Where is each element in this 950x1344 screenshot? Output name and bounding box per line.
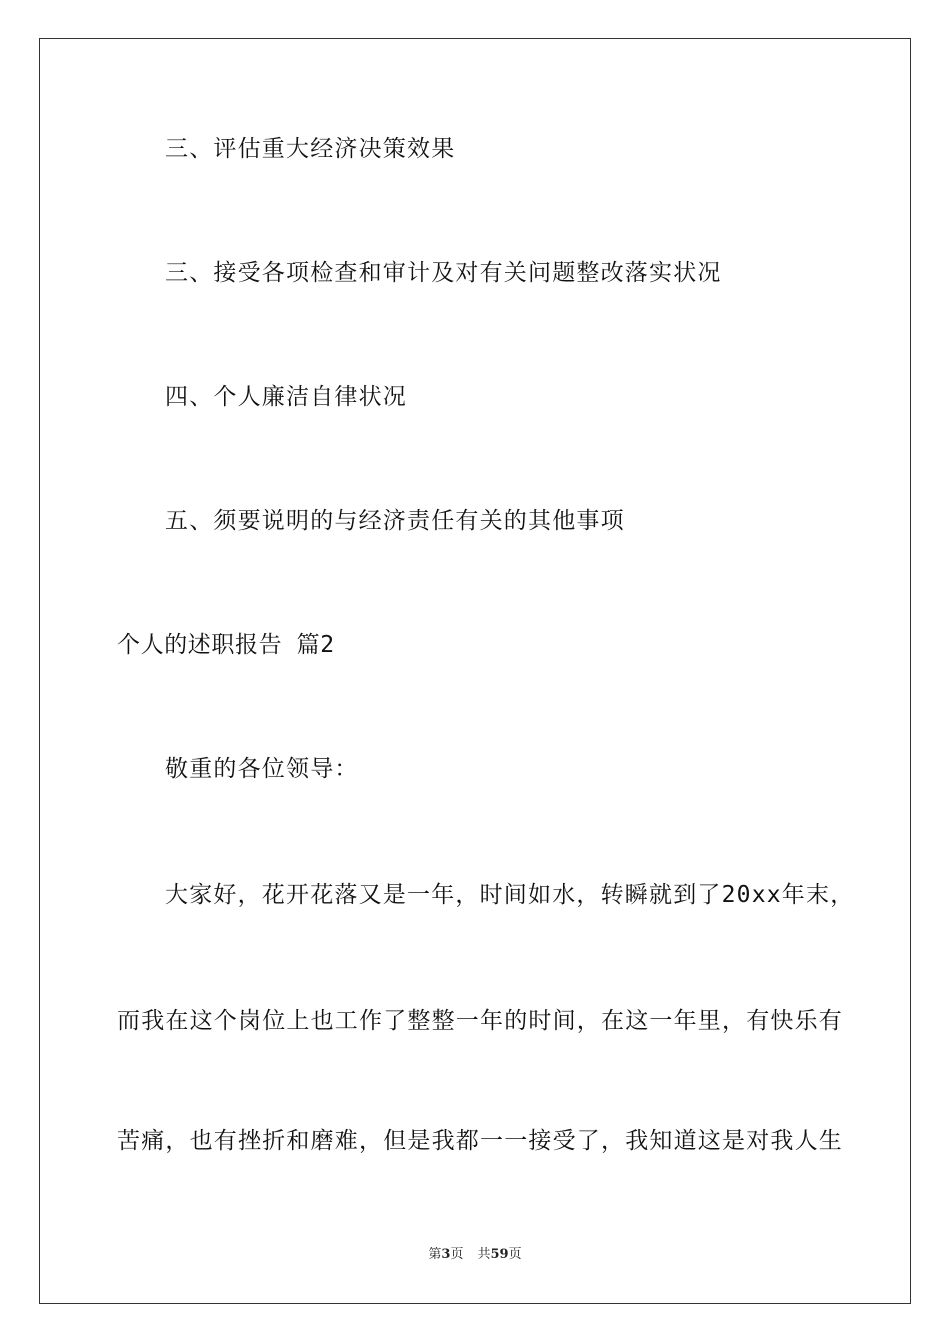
footer-total-suffix: 页 bbox=[508, 1247, 522, 1262]
paragraph-item-4-integrity: 四、个人廉洁自律状况 bbox=[165, 384, 407, 410]
footer-page-total: 59 bbox=[490, 1247, 509, 1262]
paragraph-item-5-other-matters: 五、须要说明的与经济责任有关的其他事项 bbox=[165, 508, 625, 534]
body-line-1: 大家好，花开花落又是一年，时间如水，转瞬就到了20xx年末， bbox=[165, 882, 855, 908]
footer-total-prefix: 共 bbox=[477, 1247, 491, 1262]
footer-page-prefix: 第 bbox=[428, 1247, 442, 1262]
footer-page-suffix: 页 bbox=[450, 1247, 464, 1262]
salutation: 敬重的各位领导： bbox=[165, 756, 359, 782]
body-line-2: 而我在这个岗位上也工作了整整一年的时间，在这一年里，有快乐有 bbox=[117, 1008, 843, 1034]
page-footer bbox=[0, 1246, 950, 1264]
footer-page-current: 3 bbox=[441, 1247, 451, 1262]
paragraph-item-3-decision-effect: 三、评估重大经济决策效果 bbox=[165, 136, 456, 162]
section-heading: 个人的述职报告 篇2 bbox=[117, 632, 335, 658]
page-frame bbox=[39, 38, 911, 1304]
body-line-3: 苦痛，也有挫折和磨难，但是我都一一接受了，我知道这是对我人生 bbox=[117, 1128, 843, 1154]
paragraph-item-3-inspection-audit: 三、接受各项检查和审计及对有关问题整改落实状况 bbox=[165, 260, 722, 286]
